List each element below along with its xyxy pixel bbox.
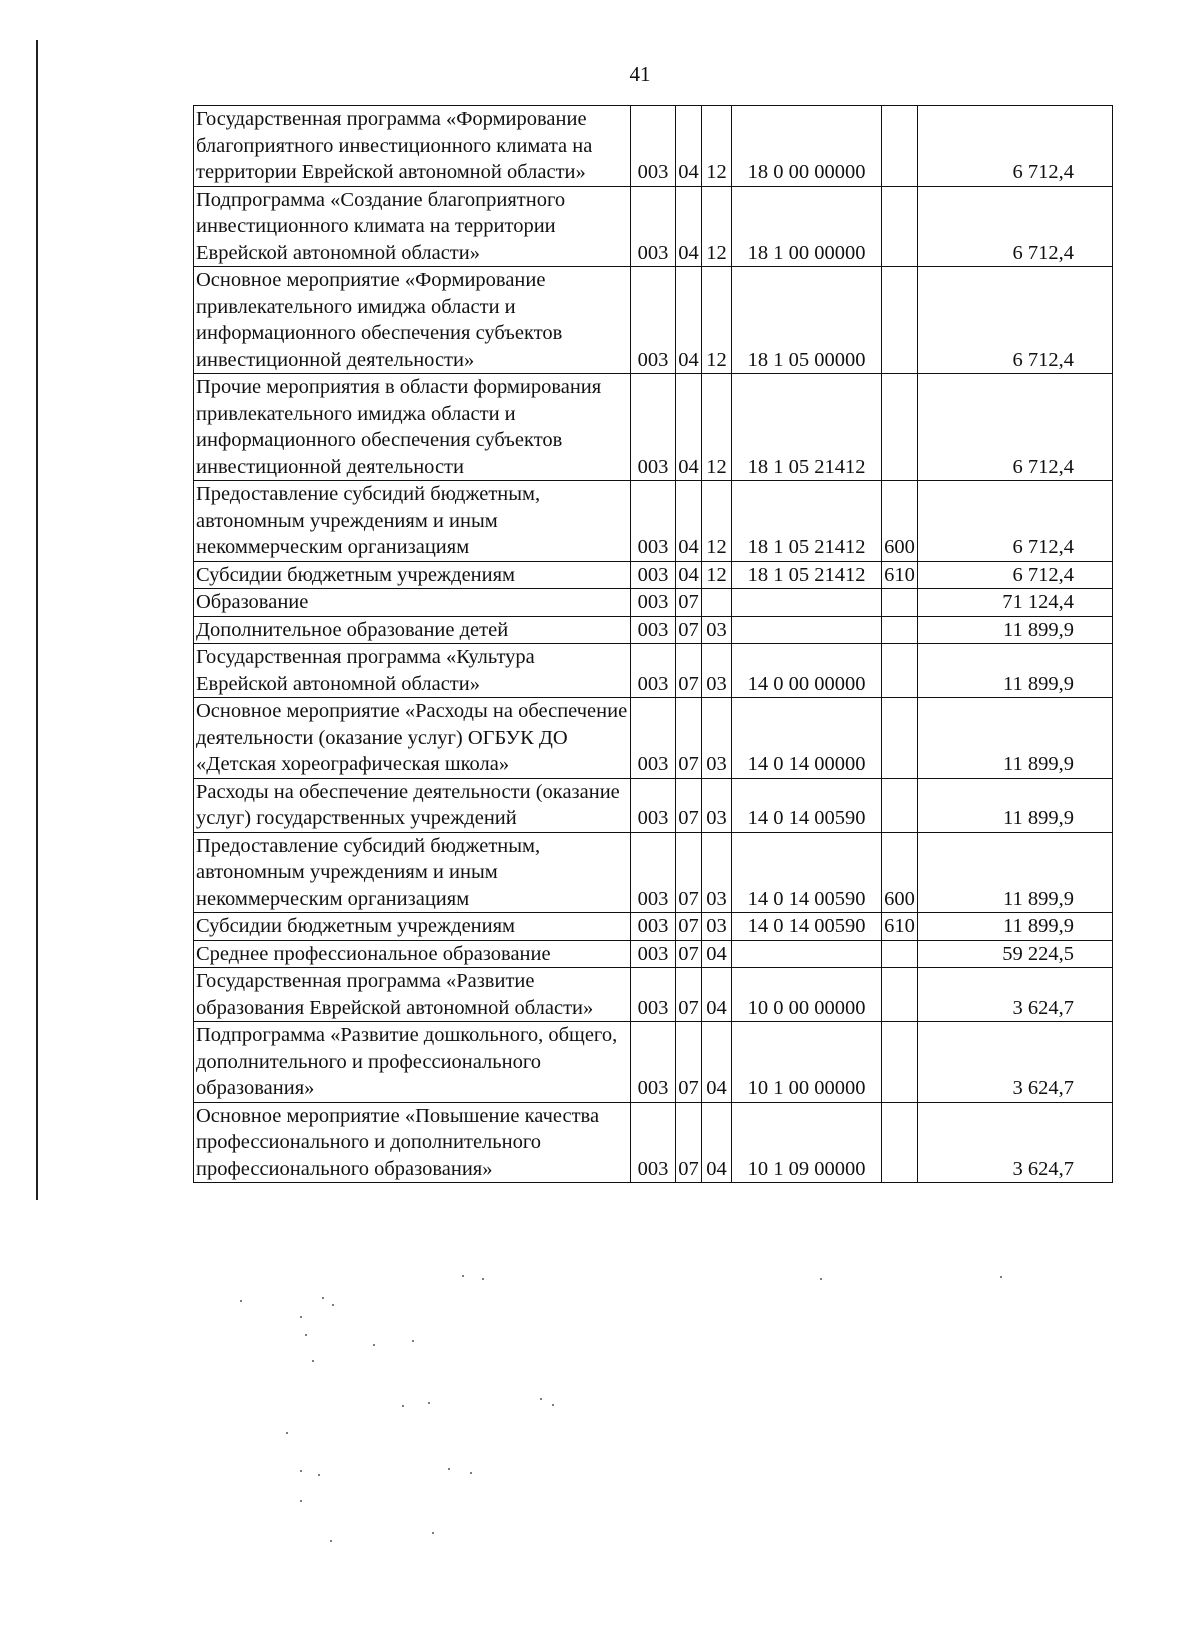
row-csr-cell: 18 1 05 21412 <box>732 561 882 589</box>
row-gr-cell: 003 <box>631 644 676 698</box>
row-vr-cell <box>882 968 918 1022</box>
row-vr-cell <box>882 778 918 832</box>
table-row <box>194 374 1113 481</box>
row-name-cell: Предоставление субсидий бюджетным, автономным учреждениям и иным некоммерческим организациям <box>194 481 631 562</box>
row-gr-cell: 003 <box>631 186 676 267</box>
row-gr-cell: 003 <box>631 1102 676 1183</box>
row-rz-cell: 07 <box>676 940 702 968</box>
row-csr-cell: 18 1 05 21412 <box>732 374 882 481</box>
row-gr-cell: 003 <box>631 481 676 562</box>
row-csr-cell: 18 0 00 00000 <box>732 106 882 187</box>
row-sum-cell: 11 899,9 <box>918 644 1113 698</box>
row-csr-cell: 14 0 14 00000 <box>732 698 882 779</box>
row-rz-cell: 07 <box>676 644 702 698</box>
row-vr-cell <box>882 186 918 267</box>
row-sum-cell: 6 712,4 <box>918 561 1113 589</box>
row-rz-cell: 07 <box>676 616 702 644</box>
table-row <box>194 968 1113 1022</box>
row-gr-cell: 003 <box>631 832 676 913</box>
row-name-cell: Среднее профессиональное образование <box>194 940 631 968</box>
row-pr-cell: 04 <box>702 1102 732 1183</box>
row-vr-cell <box>882 1102 918 1183</box>
table-row <box>194 616 1113 644</box>
row-sum-cell: 11 899,9 <box>918 832 1113 913</box>
row-name-cell: Расходы на обеспечение деятельности (оказание услуг) государственных учреждений <box>194 778 631 832</box>
row-name-cell: Дополнительное образование детей <box>194 616 631 644</box>
row-name-cell: Подпрограмма «Создание благоприятного инвестиционного климата на территории Еврейской автономной области» <box>194 186 631 267</box>
row-vr-cell: 600 <box>882 481 918 562</box>
row-csr-cell: 18 1 05 00000 <box>732 267 882 374</box>
table-row <box>194 644 1113 698</box>
row-pr-cell: 12 <box>702 481 732 562</box>
row-gr-cell: 003 <box>631 940 676 968</box>
row-rz-cell: 04 <box>676 106 702 187</box>
page-number: 41 <box>629 62 651 86</box>
row-pr-cell <box>702 589 732 617</box>
row-vr-cell <box>882 698 918 779</box>
table-row <box>194 561 1113 589</box>
row-vr-cell: 600 <box>882 832 918 913</box>
row-gr-cell: 003 <box>631 561 676 589</box>
row-vr-cell <box>882 1022 918 1103</box>
row-name-cell: Субсидии бюджетным учреждениям <box>194 561 631 589</box>
row-pr-cell: 03 <box>702 913 732 941</box>
row-name-cell: Подпрограмма «Развитие дошкольного, общего, дополнительного и профессионального образования» <box>194 1022 631 1103</box>
row-csr-cell <box>732 616 882 644</box>
row-csr-cell: 18 1 00 00000 <box>732 186 882 267</box>
row-rz-cell: 07 <box>676 589 702 617</box>
row-csr-cell: 18 1 05 21412 <box>732 481 882 562</box>
row-vr-cell <box>882 267 918 374</box>
row-sum-cell: 6 712,4 <box>918 374 1113 481</box>
table-row <box>194 481 1113 562</box>
row-pr-cell: 03 <box>702 832 732 913</box>
table-row <box>194 106 1113 187</box>
row-name-cell: Государственная программа «Формирование благоприятного инвестиционного климата на территории Еврейской автономной области» <box>194 106 631 187</box>
row-vr-cell <box>882 589 918 617</box>
table-row <box>194 778 1113 832</box>
table-row <box>194 186 1113 267</box>
row-sum-cell: 6 712,4 <box>918 267 1113 374</box>
table-row <box>194 940 1113 968</box>
row-pr-cell: 04 <box>702 940 732 968</box>
table-row <box>194 698 1113 779</box>
row-pr-cell: 12 <box>702 106 732 187</box>
row-rz-cell: 07 <box>676 832 702 913</box>
row-sum-cell: 11 899,9 <box>918 778 1113 832</box>
row-vr-cell <box>882 644 918 698</box>
budget-table-body <box>194 106 1113 1183</box>
row-sum-cell: 3 624,7 <box>918 1022 1113 1103</box>
row-csr-cell: 10 0 00 00000 <box>732 968 882 1022</box>
row-rz-cell: 04 <box>676 267 702 374</box>
row-name-cell: Предоставление субсидий бюджетным, автономным учреждениям и иным некоммерческим организациям <box>194 832 631 913</box>
row-sum-cell: 11 899,9 <box>918 616 1113 644</box>
row-sum-cell: 6 712,4 <box>918 481 1113 562</box>
row-name-cell: Основное мероприятие «Расходы на обеспечение деятельности (оказание услуг) ОГБУК ДО «Детская хореографическая школа» <box>194 698 631 779</box>
table-row <box>194 267 1113 374</box>
row-rz-cell: 04 <box>676 561 702 589</box>
row-gr-cell: 003 <box>631 106 676 187</box>
row-pr-cell: 12 <box>702 561 732 589</box>
row-csr-cell: 14 0 14 00590 <box>732 832 882 913</box>
row-csr-cell <box>732 940 882 968</box>
row-name-cell: Образование <box>194 589 631 617</box>
table-row <box>194 832 1113 913</box>
row-sum-cell: 3 624,7 <box>918 968 1113 1022</box>
row-pr-cell: 12 <box>702 374 732 481</box>
row-sum-cell: 3 624,7 <box>918 1102 1113 1183</box>
row-csr-cell: 14 0 14 00590 <box>732 913 882 941</box>
row-gr-cell: 003 <box>631 616 676 644</box>
row-gr-cell: 003 <box>631 589 676 617</box>
row-csr-cell: 10 1 09 00000 <box>732 1102 882 1183</box>
row-csr-cell <box>732 589 882 617</box>
row-csr-cell: 14 0 14 00590 <box>732 778 882 832</box>
row-name-cell: Прочие мероприятия в области формирования привлекательного имиджа области и информационного обеспечения субъектов инвестиционной деятельности <box>194 374 631 481</box>
scan-margin-line <box>36 40 38 1200</box>
row-gr-cell: 003 <box>631 1022 676 1103</box>
row-vr-cell <box>882 616 918 644</box>
table-row <box>194 1102 1113 1183</box>
row-gr-cell: 003 <box>631 778 676 832</box>
row-pr-cell: 12 <box>702 267 732 374</box>
row-sum-cell: 6 712,4 <box>918 186 1113 267</box>
row-pr-cell: 03 <box>702 644 732 698</box>
row-vr-cell: 610 <box>882 913 918 941</box>
row-pr-cell: 03 <box>702 778 732 832</box>
budget-table <box>193 105 1113 1183</box>
row-gr-cell: 003 <box>631 698 676 779</box>
row-pr-cell: 04 <box>702 1022 732 1103</box>
row-gr-cell: 003 <box>631 968 676 1022</box>
row-rz-cell: 07 <box>676 698 702 779</box>
row-name-cell: Основное мероприятие «Повышение качества профессионального и дополнительного профессионального образования» <box>194 1102 631 1183</box>
table-row <box>194 1022 1113 1103</box>
row-rz-cell: 07 <box>676 1022 702 1103</box>
row-csr-cell: 10 1 00 00000 <box>732 1022 882 1103</box>
row-sum-cell: 59 224,5 <box>918 940 1113 968</box>
table-row <box>194 589 1113 617</box>
row-sum-cell: 11 899,9 <box>918 913 1113 941</box>
row-sum-cell: 6 712,4 <box>918 106 1113 187</box>
row-sum-cell: 71 124,4 <box>918 589 1113 617</box>
row-name-cell: Основное мероприятие «Формирование привлекательного имиджа области и информационного обеспечения субъектов инвестиционной деятельности» <box>194 267 631 374</box>
row-vr-cell <box>882 106 918 187</box>
row-pr-cell: 04 <box>702 968 732 1022</box>
row-vr-cell <box>882 940 918 968</box>
row-vr-cell: 610 <box>882 561 918 589</box>
row-pr-cell: 12 <box>702 186 732 267</box>
row-rz-cell: 04 <box>676 481 702 562</box>
row-name-cell: Субсидии бюджетным учреждениям <box>194 913 631 941</box>
row-sum-cell: 11 899,9 <box>918 698 1113 779</box>
row-gr-cell: 003 <box>631 374 676 481</box>
row-name-cell: Государственная программа «Культура Еврейской автономной области» <box>194 644 631 698</box>
row-gr-cell: 003 <box>631 267 676 374</box>
row-rz-cell: 07 <box>676 913 702 941</box>
row-rz-cell: 04 <box>676 374 702 481</box>
row-name-cell: Государственная программа «Развитие образования Еврейской автономной области» <box>194 968 631 1022</box>
row-csr-cell: 14 0 00 00000 <box>732 644 882 698</box>
table-row <box>194 913 1113 941</box>
row-rz-cell: 07 <box>676 968 702 1022</box>
row-rz-cell: 07 <box>676 778 702 832</box>
row-gr-cell: 003 <box>631 913 676 941</box>
row-rz-cell: 04 <box>676 186 702 267</box>
row-pr-cell: 03 <box>702 616 732 644</box>
row-vr-cell <box>882 374 918 481</box>
row-pr-cell: 03 <box>702 698 732 779</box>
row-rz-cell: 07 <box>676 1102 702 1183</box>
